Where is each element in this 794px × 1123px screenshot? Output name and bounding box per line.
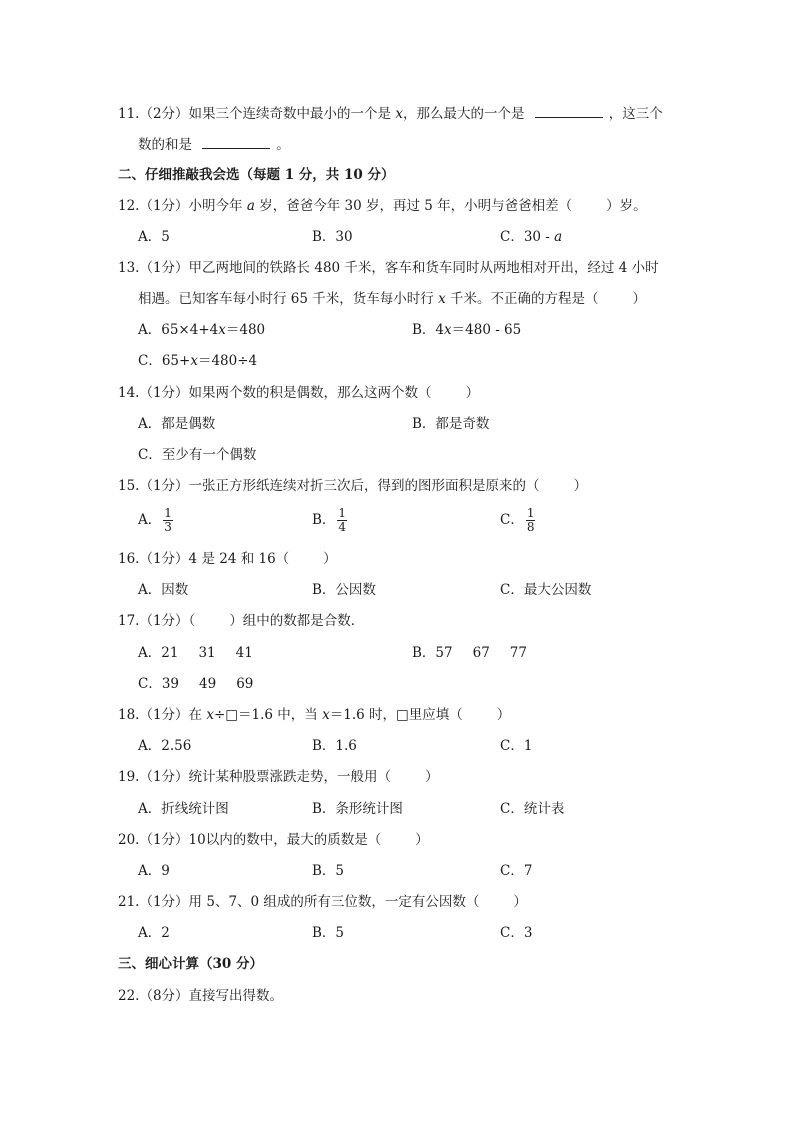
q15-option-a[interactable] <box>138 507 173 534</box>
q17-option-a-label: A． <box>138 645 162 661</box>
q21-option-c[interactable]: C．3 <box>500 925 533 941</box>
q11-text: 11.（2分）如果三个连续奇数中最小的一个是 <box>118 106 396 122</box>
q17-stem <box>118 611 364 631</box>
q21-text-b: ） <box>513 894 527 910</box>
q13-option-b[interactable] <box>412 320 521 340</box>
q17-option-c-label: C． <box>138 676 162 692</box>
q13-option-c-var: x <box>190 353 198 369</box>
q17-option-b-label: B． <box>412 645 436 661</box>
q21-text: 21.（1分）用 5、7、0 组成的所有三位数，一定有公因数（ <box>118 894 480 910</box>
q18-var-x2: x <box>322 707 330 723</box>
q17-text-b: ）组中的数都是合数． <box>229 613 365 629</box>
q18-text-d: ） <box>496 707 511 723</box>
q16-stem <box>118 549 337 569</box>
q13-text-c: ） <box>632 291 646 307</box>
q15-option-c-fraction <box>526 507 536 534</box>
q15-option-b[interactable] <box>312 507 347 534</box>
q13-option-a[interactable] <box>138 320 265 340</box>
q16-option-b[interactable]: B．公因数 <box>312 582 376 598</box>
q13-option-c-pre: C．65+ <box>138 353 191 369</box>
q17-option-c-num: 49 <box>199 676 217 692</box>
q17-option-a-num: 31 <box>198 645 216 661</box>
q20-text-b: ） <box>415 832 429 848</box>
section-2-heading: 二、仔细推敲我会选（每题 1 分，共 10 分） <box>118 167 395 183</box>
q12-text: 12.（1分）小明今年 <box>118 198 247 214</box>
q20-option-c[interactable]: C．7 <box>500 863 533 879</box>
q12-text-c: ）岁。 <box>606 198 647 214</box>
q12-option-c-var: a <box>554 229 563 245</box>
q17-option-c-num: 39 <box>161 676 180 692</box>
q15-text: 15.（1分）一张正方形纸连续对折三次后，得到的图形面积是原来的（ <box>118 478 540 494</box>
q12-stem <box>118 196 647 216</box>
q19-option-c[interactable]: C．统计表 <box>500 801 565 817</box>
q17-option-a-num: 21 <box>161 645 179 661</box>
q18-text-c: ＝1.6 时，□里应填（ <box>329 707 463 723</box>
q15-option-b-label: B． <box>312 512 336 528</box>
q21-option-b[interactable]: B．5 <box>312 925 345 941</box>
q14-text-b: ） <box>465 385 480 401</box>
q13-option-a-var: x <box>218 322 226 338</box>
q15-text-b: ） <box>573 478 588 494</box>
q19-option-b[interactable]: B．条形统计图 <box>312 801 403 817</box>
q17-option-a-num: 41 <box>235 645 253 661</box>
q18-option-b[interactable]: B．1.6 <box>312 738 357 754</box>
q17-option-b-num: 67 <box>472 645 490 661</box>
q18-text: 18.（1分）在 <box>118 707 207 723</box>
q19-text-b: ） <box>425 769 439 785</box>
q13-option-c[interactable] <box>138 351 257 371</box>
q16-option-c[interactable]: C．最大公因数 <box>500 582 592 598</box>
q13-option-a-post: ＝480 <box>225 322 266 338</box>
q15-option-c-denominator: 8 <box>526 520 535 534</box>
q11-line2 <box>138 134 290 155</box>
q15-option-a-fraction <box>163 507 173 534</box>
q15-option-c-label: C． <box>500 512 524 528</box>
q13-text: 相遇。已知客车每小时行 65 千米，货车每小时行 <box>138 291 439 307</box>
q13-option-a-pre: A．65×4+4 <box>138 322 219 338</box>
q15-option-b-denominator: 4 <box>338 520 347 534</box>
q13-option-b-post: ＝480 - 65 <box>451 322 522 338</box>
q18-option-a[interactable]: A．2.56 <box>138 738 192 754</box>
q11-line1 <box>118 103 663 124</box>
section-3-heading: 三、细心计算（30 分） <box>118 956 263 972</box>
q15-option-a-label: A． <box>138 512 162 528</box>
q11-text-b: ，那么最大的一个是 <box>402 106 529 122</box>
q22-stem: 22.（8分）直接写出得数。 <box>118 988 284 1004</box>
q17-option-b[interactable] <box>412 643 547 663</box>
q11-answer-blank-2[interactable] <box>202 134 270 149</box>
q13-text-b: 千米。不正确的方程是（ <box>445 291 599 307</box>
q11-var-x: x <box>395 106 403 122</box>
q15-option-c-numerator: 1 <box>526 506 535 520</box>
q15-option-b-numerator: 1 <box>338 506 347 520</box>
q12-text-b: 岁，爸爸今年 30 岁，再过 5 年，小明与爸爸相差（ <box>254 198 573 214</box>
q21-option-a[interactable]: A．2 <box>138 925 170 941</box>
q20-option-a[interactable]: A．9 <box>138 863 170 879</box>
q11-text-c: ，这三个 <box>608 106 663 122</box>
q13-option-b-pre: B．4 <box>412 322 445 338</box>
q14-option-c[interactable]: C．至少有一个偶数 <box>138 447 257 463</box>
q18-text-b: ÷□＝1.6 中，当 <box>213 707 323 723</box>
q11-text-e: 。 <box>276 137 290 153</box>
q15-option-b-fraction <box>337 507 347 534</box>
q17-option-a[interactable] <box>138 643 273 663</box>
q13-var-x: x <box>438 291 446 307</box>
q19-option-a[interactable]: A．折线统计图 <box>138 801 229 817</box>
q16-text-b: ） <box>323 551 337 567</box>
q17-option-c-num: 69 <box>236 676 254 692</box>
q20-stem <box>118 830 429 850</box>
q11-text-d: 数的和是 <box>138 137 197 153</box>
q17-text: 17.（1分）（ <box>118 613 196 629</box>
q16-text: 16.（1分）4 是 24 和 16（ <box>118 551 290 567</box>
q19-stem <box>118 767 439 787</box>
q18-stem <box>118 705 510 725</box>
q15-option-a-numerator: 1 <box>164 506 172 520</box>
q17-option-b-num: 77 <box>509 645 527 661</box>
q18-option-c[interactable]: C．1 <box>500 738 533 754</box>
q18-var-x: x <box>206 707 214 723</box>
q12-option-c-text: C．30 - <box>500 229 555 245</box>
q12-option-a[interactable]: A．5 <box>138 229 170 245</box>
q13-option-c-post: ＝480÷4 <box>197 353 258 369</box>
q13-stem-line2 <box>138 289 646 309</box>
q19-text: 19.（1分）统计某种股票涨跌走势，一般用（ <box>118 769 392 785</box>
q21-stem <box>118 892 527 912</box>
q11-answer-blank-1[interactable] <box>535 103 603 118</box>
q12-option-c[interactable] <box>500 227 562 247</box>
q17-option-b-num: 57 <box>435 645 453 661</box>
q13-option-b-var: x <box>444 322 452 338</box>
q14-option-a[interactable]: A．都是偶数 <box>138 416 216 432</box>
q13-stem-line1: 13.（1分）甲乙两地间的铁路长 480 千米，客车和货车同时从两地相对开出，经过 4 小时 <box>118 260 659 276</box>
q15-stem <box>118 476 587 496</box>
q14-stem <box>118 383 479 403</box>
q20-option-b[interactable]: B．5 <box>312 863 345 879</box>
q12-var-a: a <box>246 198 255 214</box>
q14-text: 14.（1分）如果两个数的积是偶数，那么这两个数（ <box>118 385 432 401</box>
q16-option-a[interactable]: A．因数 <box>138 582 189 598</box>
q15-option-c[interactable] <box>500 507 535 534</box>
q12-option-b[interactable]: B．30 <box>312 229 353 245</box>
q15-option-a-denominator: 3 <box>164 520 172 534</box>
q14-option-b[interactable]: B．都是奇数 <box>412 416 490 432</box>
q17-option-c[interactable] <box>138 674 273 694</box>
q20-text: 20.（1分）10以内的数中，最大的质数是（ <box>118 832 382 848</box>
